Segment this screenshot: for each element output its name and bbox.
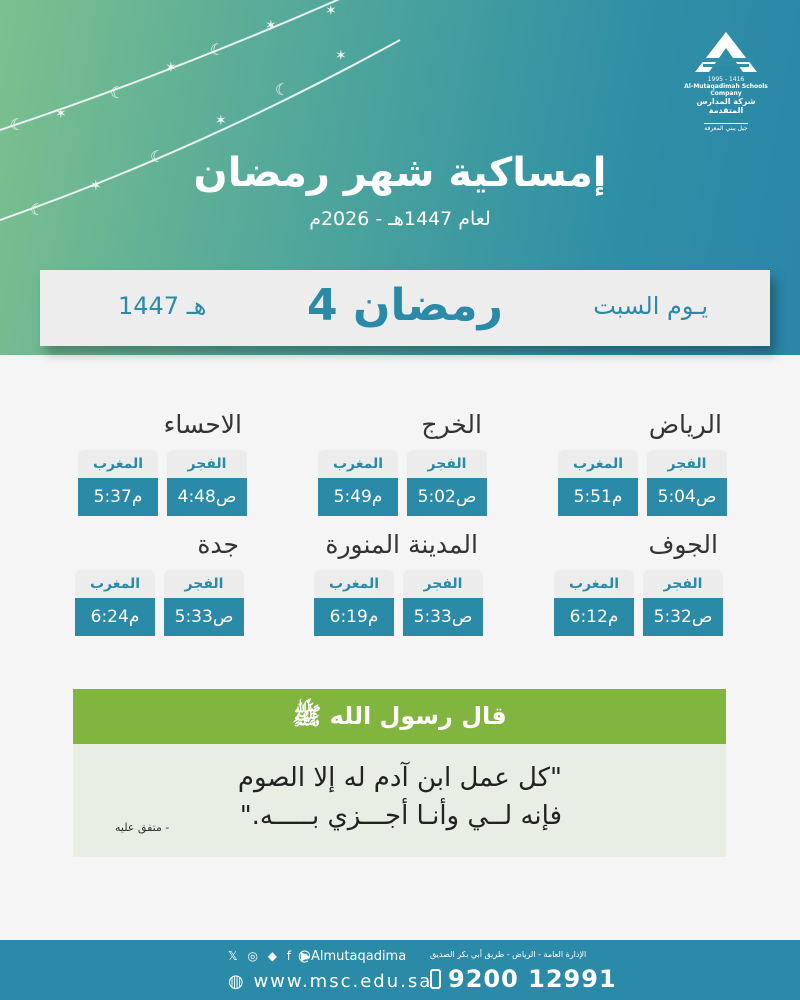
svg-text:☾: ☾	[30, 200, 45, 219]
svg-text:✶: ✶	[90, 178, 102, 194]
page-title: إمساكية شهر رمضان	[193, 150, 607, 196]
logo-name-ar: شركة المدارس المتقدمة	[696, 97, 756, 115]
logo-name-en: Al-Mutaqadimah Schools Company	[684, 83, 768, 97]
fajr-cell	[407, 450, 487, 516]
fajr-cell	[643, 570, 723, 636]
maghrib-cell	[554, 570, 634, 636]
svg-text:✶: ✶	[335, 48, 347, 64]
hadith-line-1: "كل عمل ابن آدم له إلا الصوم	[237, 763, 562, 793]
fajr-label: الفجر	[407, 450, 487, 478]
fajr-time: 5:32ص	[643, 598, 723, 636]
maghrib-time: 5:49م	[318, 478, 398, 516]
maghrib-time: 6:12م	[554, 598, 634, 636]
city-jouf	[553, 530, 723, 640]
phone-text[interactable]: 9200 12991	[448, 965, 617, 993]
page-subtitle: لعام 1447هـ - 2026م	[309, 208, 491, 230]
city-name: الخرج	[421, 410, 482, 439]
logo-a-icon	[691, 30, 761, 74]
fajr-time: 4:48ص	[167, 478, 247, 516]
fajr-time: 5:33ص	[164, 598, 244, 636]
footer	[0, 940, 800, 1000]
svg-text:✶: ✶	[55, 106, 67, 122]
maghrib-time: 6:24م	[75, 598, 155, 636]
maghrib-label: المغرب	[318, 450, 398, 478]
maghrib-cell	[318, 450, 398, 516]
fajr-cell	[647, 450, 727, 516]
hadith-source: - متفق عليه	[115, 821, 170, 834]
logo-tagline: جيل يبني المعرفة	[704, 125, 748, 132]
city-jeddah	[74, 530, 244, 640]
fajr-label: الفجر	[643, 570, 723, 598]
maghrib-cell	[78, 450, 158, 516]
website-link[interactable]: ◍ www.msc.edu.sa	[228, 971, 433, 992]
svg-text:✶: ✶	[325, 3, 337, 19]
fajr-label: الفجر	[647, 450, 727, 478]
svg-text:☾: ☾	[275, 80, 290, 99]
maghrib-label: المغرب	[75, 570, 155, 598]
header-banner	[0, 0, 800, 355]
svg-text:☾: ☾	[150, 147, 165, 166]
social-icons[interactable]: 𝕏 ◎ ◆ f ▶	[228, 949, 314, 963]
svg-text:☾: ☾	[110, 83, 125, 102]
logo-years: 1995 - 1416	[707, 76, 745, 83]
svg-text:☾: ☾	[10, 115, 25, 134]
address: الإدارة العامة - الرياض - طريق أبي بكر الصديق	[430, 950, 587, 959]
hadith-heading: قال رسول الله ﷺ	[73, 689, 726, 744]
fajr-time: 5:02ص	[407, 478, 487, 516]
website-text[interactable]: www.msc.edu.sa	[253, 971, 433, 992]
hadith-box	[73, 689, 726, 857]
day-label: يـوم السبت	[593, 292, 708, 320]
city-name: جدة	[197, 530, 239, 559]
ramadan-garland-decoration	[0, 0, 420, 240]
maghrib-label: المغرب	[314, 570, 394, 598]
phone-icon	[430, 969, 441, 989]
hijri-date: 4 رمضان	[307, 280, 503, 331]
maghrib-cell	[558, 450, 638, 516]
city-kharj	[317, 410, 487, 520]
phone-number[interactable]	[448, 965, 617, 993]
fajr-label: الفجر	[403, 570, 483, 598]
city-name: الجوف	[648, 530, 718, 559]
city-riyadh	[557, 410, 727, 520]
hadith-text	[122, 759, 562, 835]
city-name: الاحساء	[163, 410, 242, 439]
fajr-cell	[403, 570, 483, 636]
maghrib-label: المغرب	[558, 450, 638, 478]
fajr-time: 5:04ص	[647, 478, 727, 516]
fajr-cell	[164, 570, 244, 636]
date-bar	[40, 270, 770, 346]
maghrib-cell	[314, 570, 394, 636]
fajr-label: الفجر	[167, 450, 247, 478]
maghrib-label: المغرب	[554, 570, 634, 598]
svg-text:✶: ✶	[165, 60, 177, 76]
maghrib-label: المغرب	[78, 450, 158, 478]
city-name: الرياض	[648, 410, 722, 439]
city-name: المدينة المنورة	[325, 530, 478, 559]
hijri-year: 1447 هـ	[118, 292, 207, 320]
city-madinah	[313, 530, 483, 640]
maghrib-time: 6:19م	[314, 598, 394, 636]
company-logo	[680, 30, 772, 134]
city-ahsa	[77, 410, 247, 520]
hadith-line-2: فإنه لــي وأنـا أجـــزي بـــــه."	[239, 801, 562, 831]
social-handle[interactable]: @Almutaqadima	[298, 949, 407, 964]
fajr-label: الفجر	[164, 570, 244, 598]
maghrib-cell	[75, 570, 155, 636]
svg-text:✶: ✶	[265, 18, 277, 34]
fajr-time: 5:33ص	[403, 598, 483, 636]
svg-text:☾: ☾	[210, 40, 225, 59]
fajr-cell	[167, 450, 247, 516]
maghrib-time: 5:37م	[78, 478, 158, 516]
svg-text:✶: ✶	[215, 113, 227, 129]
maghrib-time: 5:51م	[558, 478, 638, 516]
